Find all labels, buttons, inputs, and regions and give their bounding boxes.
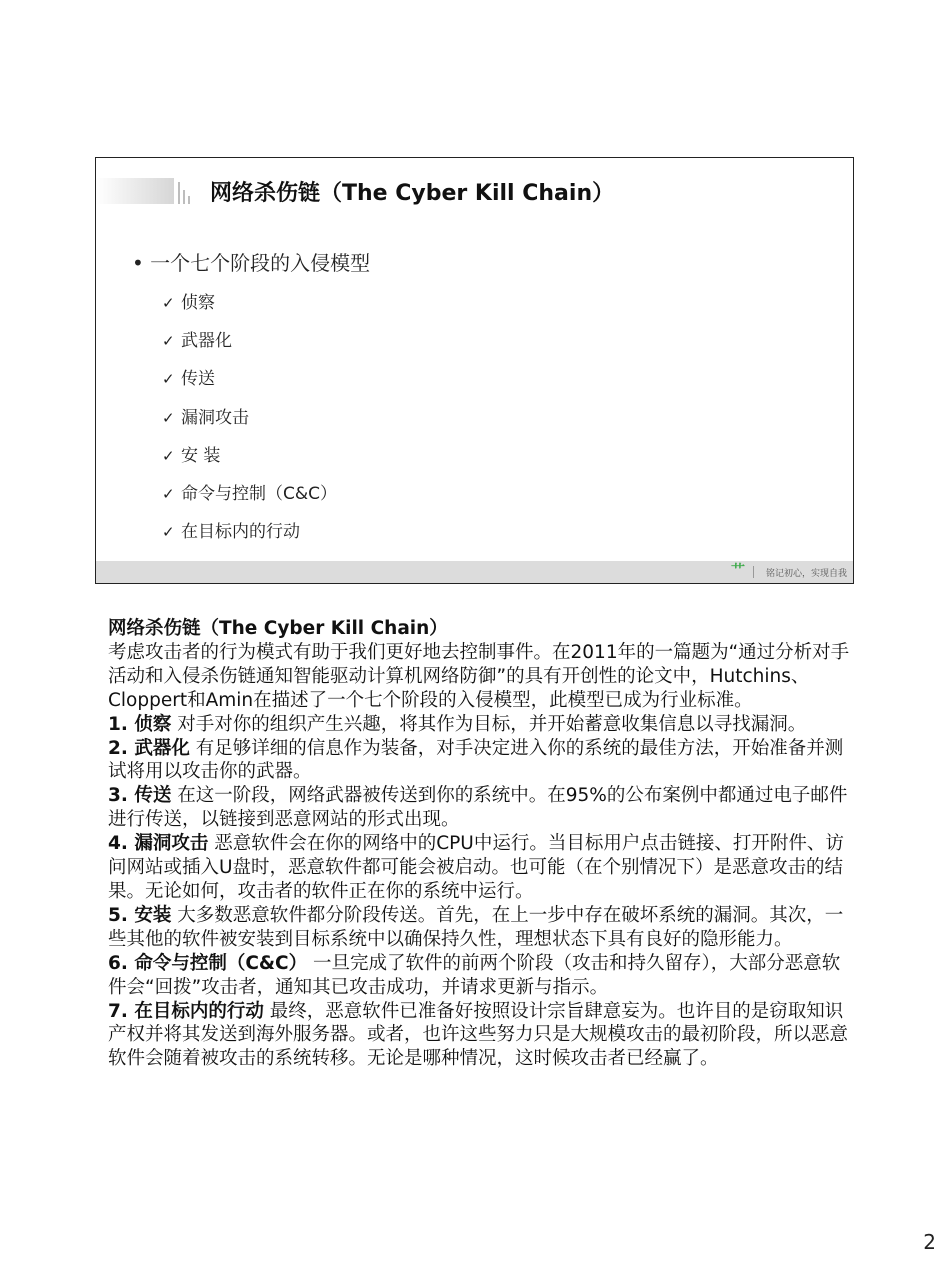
notes-item-text: 在这一阶段，网络武器被传送到你的系统中。在95%的公布案例中都通过电子邮件进行传送，以链接到恶意网站的形式出现。 [108,785,848,831]
notes-item-label: 6. 命令与控制（C&C） [108,952,308,974]
check-icon: ✓ [162,484,175,503]
page-number: 2 [923,1230,936,1254]
notes-item-label: 7. 在目标内的行动 [108,1000,264,1022]
slide-frame [95,157,854,584]
notes-items [108,713,853,1072]
stage-label: 侦察 [181,293,215,313]
notes-item-label: 1. 侦察 [108,713,172,735]
notes-item [108,713,853,737]
main-bullet: • 一个七个阶段的入侵模型 [132,251,371,275]
notes-item-text: 对手对你的组织产生兴趣，将其作为目标，并开始蓄意收集信息以寻找漏洞。 [171,713,807,735]
stage-label: 传送 [181,369,215,390]
speaker-notes [108,617,853,1071]
stage-list [162,288,337,555]
stage-label: 安 装 [181,445,221,466]
stage-item [162,288,337,326]
notes-item-text: 恶意软件会在你的网络中的CPU中运行。当目标用户点击链接、打开附件、访问网站或插入U盘时，恶意软件都可能会被启动。也可能（在个别情况下）是恶意攻击的结果。无论如何，攻击者的软件正在你的系统中运行。 [108,833,844,902]
notes-item-text: 大多数恶意软件都分阶段传送。首先，在上一步中存在破坏系统的漏洞。其次，一些其他的软件被安装到目标系统中以确保持久性，理想状态下具有良好的隐形能力。 [108,904,844,950]
slide-title: 网络杀伤链（The Cyber Kill Chain） [210,181,615,206]
check-icon: ✓ [162,332,175,351]
title-tick-decoration [178,178,192,204]
notes-item [108,832,853,904]
notes-item-label: 4. 漏洞攻击 [108,833,209,855]
notes-item [108,952,853,1000]
stage-item [162,479,337,517]
notes-item [108,784,853,832]
check-icon: ✓ [162,523,175,542]
stage-item [162,364,337,402]
title-bar-decoration [96,178,174,204]
footer-motto: 铭记初心，实现自我 [765,569,847,579]
notes-item-label: 3. 传送 [108,785,172,807]
stage-item [162,403,337,441]
stage-item [162,326,337,364]
notes-item [108,904,853,952]
notes-item-text: 有足够详细的信息作为装备，对手决定进入你的系统的最佳方法，开始准备并测试将用以攻击你的武器。 [108,737,844,783]
slide-footer [96,561,853,583]
stage-label: 在目标内的行动 [181,522,300,543]
logo-icon: ⺾ [731,563,745,579]
notes-item-text: 最终，恶意软件已准备好按照设计宗旨肆意妄为。也许目的是窃取知识产权并将其发送到海外服务器。或者，也许这些努力只是大规模攻击的最初阶段，所以恶意软件会随着被攻击的系统转移。无论是哪种情况，这时候攻击者已经赢了。 [108,1000,849,1070]
notes-item-label: 5. 安装 [108,904,172,926]
check-icon: ✓ [162,370,175,389]
notes-item [108,1000,853,1072]
check-icon: ✓ [162,446,175,465]
notes-item-text: 一旦完成了软件的前两个阶段（攻击和持久留存），大部分恶意软件会“回拨”攻击者，通知其已攻击成功，并请求更新与指示。 [108,952,841,998]
check-icon: ✓ [162,294,175,312]
stage-label: 漏洞攻击 [181,407,249,428]
notes-intro: 考虑攻击者的行为模式有助于我们更好地去控制事件。在2011年的一篇题为“通过分析对手活动和入侵杀伤链通知智能驱动计算机网络防御”的具有开创性的论文中，Hutchins、Cloppert和Amin在描述了一个七个阶段的入侵模型，此模型已成为行业标准。 [108,641,850,711]
stage-item [162,517,337,555]
stage-item [162,441,337,479]
footer-divider [753,566,754,578]
notes-item [108,737,853,785]
stage-label: 武器化 [181,331,232,352]
check-icon: ✓ [162,408,175,427]
notes-item-label: 2. 武器化 [108,737,190,759]
notes-heading: 网络杀伤链（The Cyber Kill Chain） [108,618,448,639]
stage-label: 命令与控制（C&C） [181,483,337,504]
